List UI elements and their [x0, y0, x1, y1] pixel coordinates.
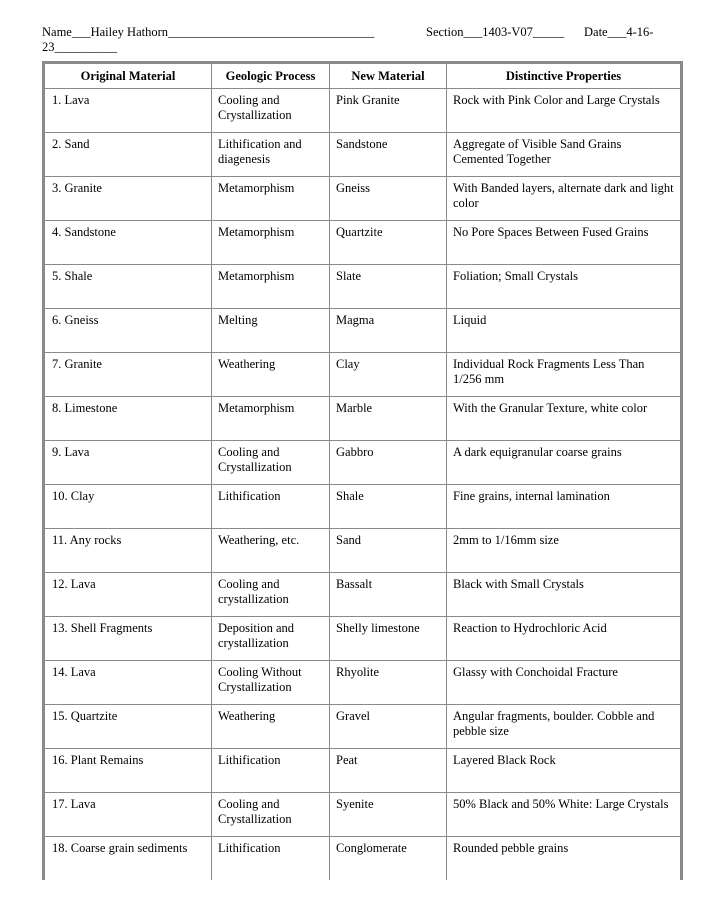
new-material-cell: Gravel: [330, 705, 447, 749]
table-row: [44, 221, 682, 265]
new-material-cell: Shelly limestone: [330, 617, 447, 661]
geologic-process-cell: Weathering, etc.: [212, 529, 330, 573]
original-material-cell: 17. Lava: [44, 793, 212, 837]
new-material-cell: Magma: [330, 309, 447, 353]
distinctive-properties-cell: Glassy with Conchoidal Fracture: [447, 661, 682, 705]
geologic-process-cell: Metamorphism: [212, 397, 330, 441]
table-header-row: [44, 63, 682, 89]
new-material-cell: Rhyolite: [330, 661, 447, 705]
name-field: Name___Hailey Hathorn_________________________________: [42, 25, 375, 39]
table-row: [44, 661, 682, 705]
distinctive-properties-cell: With the Granular Texture, white color: [447, 397, 682, 441]
date-field-continued: 23__________: [42, 40, 117, 54]
table-row: [44, 749, 682, 793]
new-material-cell: Sandstone: [330, 133, 447, 177]
new-material-cell: Pink Granite: [330, 89, 447, 133]
column-header-geologic-process: Geologic Process: [212, 63, 330, 89]
new-material-cell: Gneiss: [330, 177, 447, 221]
table-row: [44, 89, 682, 133]
table-row: [44, 397, 682, 441]
original-material-cell: 16. Plant Remains: [44, 749, 212, 793]
original-material-cell: 11. Any rocks: [44, 529, 212, 573]
table-row: [44, 177, 682, 221]
geologic-process-cell: Cooling and Crystallization: [212, 793, 330, 837]
table-row: [44, 793, 682, 837]
table-row: [44, 837, 682, 881]
original-material-cell: 12. Lava: [44, 573, 212, 617]
distinctive-properties-cell: Foliation; Small Crystals: [447, 265, 682, 309]
geologic-process-cell: Metamorphism: [212, 177, 330, 221]
table-row: [44, 353, 682, 397]
distinctive-properties-cell: With Banded layers, alternate dark and light color: [447, 177, 682, 221]
section-field: Section___1403-V07_____: [426, 25, 565, 39]
distinctive-properties-cell: A dark equigranular coarse grains: [447, 441, 682, 485]
geologic-process-cell: Weathering: [212, 353, 330, 397]
geologic-process-cell: Cooling and crystallization: [212, 573, 330, 617]
date-field: Date___4-16-: [584, 25, 654, 39]
original-material-cell: 1. Lava: [44, 89, 212, 133]
new-material-cell: Syenite: [330, 793, 447, 837]
original-material-cell: 13. Shell Fragments: [44, 617, 212, 661]
geologic-process-cell: Metamorphism: [212, 265, 330, 309]
table-row: [44, 617, 682, 661]
distinctive-properties-cell: Black with Small Crystals: [447, 573, 682, 617]
column-header-new-material: New Material: [330, 63, 447, 89]
new-material-cell: Slate: [330, 265, 447, 309]
distinctive-properties-cell: Angular fragments, boulder. Cobble and pebble size: [447, 705, 682, 749]
column-header-original-material: Original Material: [44, 63, 212, 89]
new-material-cell: Sand: [330, 529, 447, 573]
geologic-process-cell: Cooling and Crystallization: [212, 441, 330, 485]
table-row: [44, 133, 682, 177]
geologic-process-cell: Metamorphism: [212, 221, 330, 265]
table-row: [44, 441, 682, 485]
table-row: [44, 485, 682, 529]
geologic-process-cell: Melting: [212, 309, 330, 353]
original-material-cell: 14. Lava: [44, 661, 212, 705]
original-material-cell: 3. Granite: [44, 177, 212, 221]
distinctive-properties-cell: Rock with Pink Color and Large Crystals: [447, 89, 682, 133]
column-header-distinctive-properties: Distinctive Properties: [447, 63, 682, 89]
distinctive-properties-cell: Fine grains, internal lamination: [447, 485, 682, 529]
geologic-process-cell: Lithification and diagenesis: [212, 133, 330, 177]
distinctive-properties-cell: Individual Rock Fragments Less Than 1/256 mm: [447, 353, 682, 397]
table-row: [44, 309, 682, 353]
distinctive-properties-cell: Liquid: [447, 309, 682, 353]
original-material-cell: 2. Sand: [44, 133, 212, 177]
original-material-cell: 4. Sandstone: [44, 221, 212, 265]
table-row: [44, 705, 682, 749]
table-row: [44, 529, 682, 573]
new-material-cell: Peat: [330, 749, 447, 793]
original-material-cell: 9. Lava: [44, 441, 212, 485]
new-material-cell: Gabbro: [330, 441, 447, 485]
geologic-process-cell: Lithification: [212, 749, 330, 793]
new-material-cell: Shale: [330, 485, 447, 529]
distinctive-properties-cell: Reaction to Hydrochloric Acid: [447, 617, 682, 661]
distinctive-properties-cell: Layered Black Rock: [447, 749, 682, 793]
distinctive-properties-cell: Rounded pebble grains: [447, 837, 682, 881]
new-material-cell: Bassalt: [330, 573, 447, 617]
original-material-cell: 8. Limestone: [44, 397, 212, 441]
original-material-cell: 15. Quartzite: [44, 705, 212, 749]
distinctive-properties-cell: Aggregate of Visible Sand Grains Cemented Together: [447, 133, 682, 177]
geologic-process-cell: Weathering: [212, 705, 330, 749]
original-material-cell: 6. Gneiss: [44, 309, 212, 353]
new-material-cell: Quartzite: [330, 221, 447, 265]
original-material-cell: 18. Coarse grain sediments: [44, 837, 212, 881]
geologic-process-cell: Lithification: [212, 837, 330, 881]
new-material-cell: Marble: [330, 397, 447, 441]
distinctive-properties-cell: 2mm to 1/16mm size: [447, 529, 682, 573]
table-row: [44, 265, 682, 309]
original-material-cell: 5. Shale: [44, 265, 212, 309]
table-row: [44, 573, 682, 617]
distinctive-properties-cell: 50% Black and 50% White: Large Crystals: [447, 793, 682, 837]
distinctive-properties-cell: No Pore Spaces Between Fused Grains: [447, 221, 682, 265]
new-material-cell: Conglomerate: [330, 837, 447, 881]
geologic-process-cell: Deposition and crystallization: [212, 617, 330, 661]
new-material-cell: Clay: [330, 353, 447, 397]
geologic-process-cell: Cooling and Crystallization: [212, 89, 330, 133]
geologic-process-cell: Cooling Without Crystallization: [212, 661, 330, 705]
rock-cycle-table: [42, 61, 683, 880]
original-material-cell: 10. Clay: [44, 485, 212, 529]
geologic-process-cell: Lithification: [212, 485, 330, 529]
original-material-cell: 7. Granite: [44, 353, 212, 397]
